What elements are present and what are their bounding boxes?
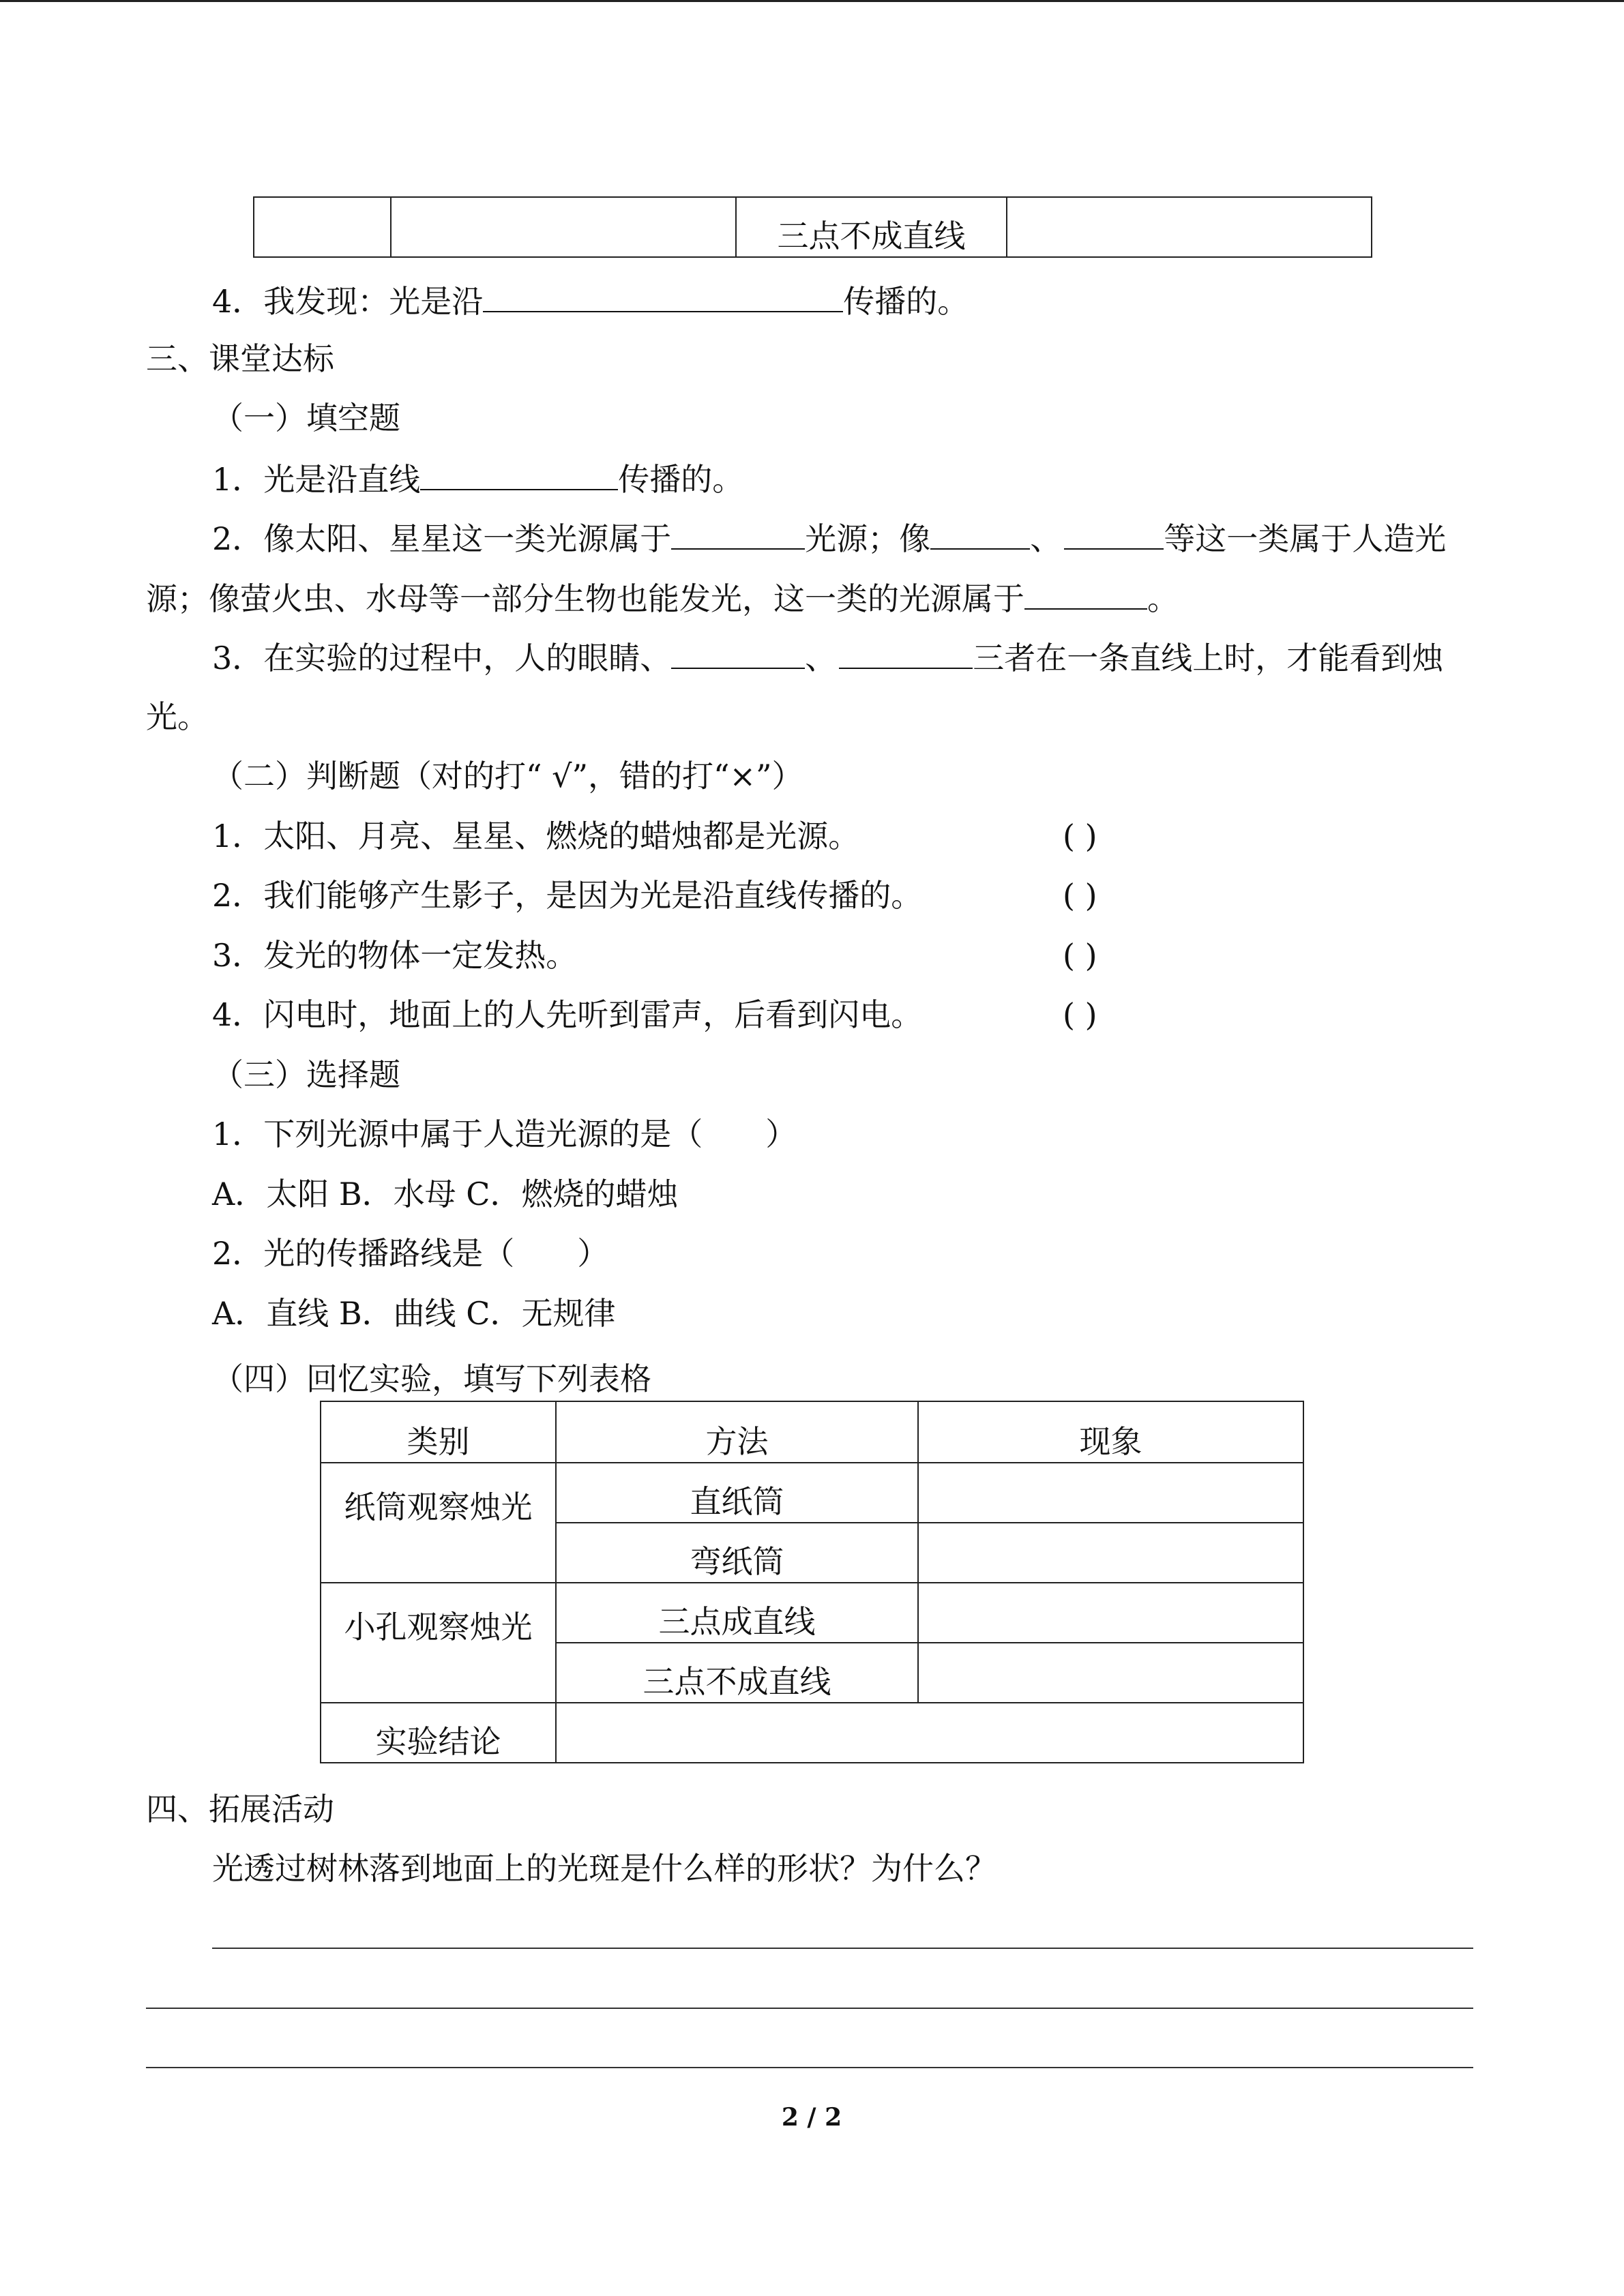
fill-q3-text: 三者在一条直线上时，才能看到烛: [973, 640, 1444, 676]
table-method-cell: 三点成直线: [556, 1583, 918, 1643]
table-group-label: 纸筒观察烛光: [321, 1463, 556, 1583]
discovery-text-after: 传播的。: [843, 283, 969, 320]
choice-title: （三）选择题: [212, 1056, 400, 1093]
page-number: 2 / 2: [781, 2103, 842, 2132]
judge-item: 3．发光的物体一定发热。: [212, 937, 578, 974]
table-group-label: 小孔观察烛光: [321, 1583, 556, 1703]
table-header-method: 方法: [556, 1401, 918, 1463]
judge-item: 4．闪电时，地面上的人先听到雷声，后看到闪电。: [212, 996, 923, 1033]
table-row: [321, 1463, 1303, 1523]
judge-item: 2．我们能够产生影子，是因为光是沿直线传播的。: [212, 877, 923, 914]
fill-q2-text: 等这一类属于人造光: [1164, 520, 1447, 557]
table-answer-cell[interactable]: [918, 1463, 1303, 1523]
fill-q1-text: 1．光是沿直线: [212, 461, 421, 498]
table-answer-cell[interactable]: [918, 1523, 1303, 1583]
experiment-table: [320, 1401, 1304, 1763]
fill-q2-text: 、: [1030, 520, 1062, 557]
table-row: [321, 1401, 1303, 1463]
section4-question: 光透过树林落到地面上的光斑是什么样的形状？为什么？: [212, 1850, 996, 1887]
table-cell: [391, 197, 736, 257]
table-cell: 三点不成直线: [736, 197, 1007, 257]
table-method-cell: 弯纸筒: [556, 1523, 918, 1583]
table-cell: [254, 197, 391, 257]
fill-q1: [212, 458, 743, 500]
answer-line[interactable]: [212, 1948, 1473, 1949]
answer-blank[interactable]: [420, 458, 618, 490]
judge-item: 1．太阳、月亮、星星、燃烧的蜡烛都是光源。: [212, 818, 860, 854]
choice-q2-options: A．直线 B．曲线 C．无规律: [212, 1295, 616, 1332]
table-answer-cell[interactable]: [918, 1583, 1303, 1643]
answer-blank[interactable]: [839, 636, 973, 669]
fill-q2-text: 光源；像: [805, 520, 931, 557]
table-row: [321, 1703, 1303, 1763]
answer-blank[interactable]: [671, 517, 805, 550]
answer-blank[interactable]: [1064, 517, 1164, 550]
fill-q3-text: 、: [805, 640, 837, 676]
table-cell: [1007, 197, 1372, 257]
discovery-text-before: 4．我发现：光是沿: [212, 283, 484, 320]
discovery-line: [212, 280, 969, 322]
answer-blank[interactable]: [671, 636, 805, 669]
choice-q1-options: A．太阳 B．水母 C．燃烧的蜡烛: [212, 1176, 679, 1212]
answer-blank[interactable]: [930, 517, 1030, 550]
judge-title: （二）判断题（对的打“ √”，错的打“×”）: [212, 758, 803, 794]
answer-line[interactable]: [146, 2008, 1473, 2009]
judge-answer-paren[interactable]: ( ): [1063, 937, 1097, 974]
answer-blank[interactable]: [1024, 577, 1147, 610]
judge-answer-paren[interactable]: ( ): [1063, 996, 1097, 1033]
table-header-phenomenon: 现象: [918, 1401, 1303, 1463]
answer-line[interactable]: [146, 2067, 1473, 2068]
choice-q2: 2．光的传播路线是（ ）: [212, 1235, 609, 1272]
fill-q2-line2: [146, 577, 1179, 619]
fill-q1-text-after: 传播的。: [618, 461, 744, 498]
top-table-fragment: [253, 196, 1372, 258]
section3-title: 三、课堂达标: [146, 340, 334, 377]
fill-q3-line2: 光。: [146, 698, 209, 735]
fill-title: （一）填空题: [212, 400, 400, 436]
fill-q2: [212, 517, 1446, 559]
fill-q3: [212, 636, 1443, 679]
table-answer-cell[interactable]: [918, 1643, 1303, 1703]
judge-answer-paren[interactable]: ( ): [1063, 877, 1097, 914]
table-row: [254, 197, 1372, 257]
table-conclusion-answer[interactable]: [556, 1703, 1303, 1763]
answer-blank[interactable]: [483, 280, 843, 312]
choice-q1: 1．下列光源中属于人造光源的是（ ）: [212, 1116, 797, 1152]
fill-q2-text: 源；像萤火虫、水母等一部分生物也能发光，这一类的光源属于: [146, 580, 1024, 617]
table-method-cell: 直纸筒: [556, 1463, 918, 1523]
fill-q3-text: 3．在实验的过程中，人的眼睛、: [212, 640, 672, 676]
table-row: [321, 1583, 1303, 1643]
judge-answer-paren[interactable]: ( ): [1063, 818, 1097, 854]
section4-title: 四、拓展活动: [146, 1791, 334, 1828]
page-top-border: [0, 0, 1624, 2]
fill-q2-text: 2．像太阳、星星这一类光源属于: [212, 520, 672, 557]
table-conclusion-label: 实验结论: [321, 1703, 556, 1763]
table-header-category: 类别: [321, 1401, 556, 1463]
fill-q2-text: 。: [1147, 580, 1179, 617]
table-task-title: （四）回忆实验，填写下列表格: [212, 1360, 651, 1397]
table-method-cell: 三点不成直线: [556, 1643, 918, 1703]
